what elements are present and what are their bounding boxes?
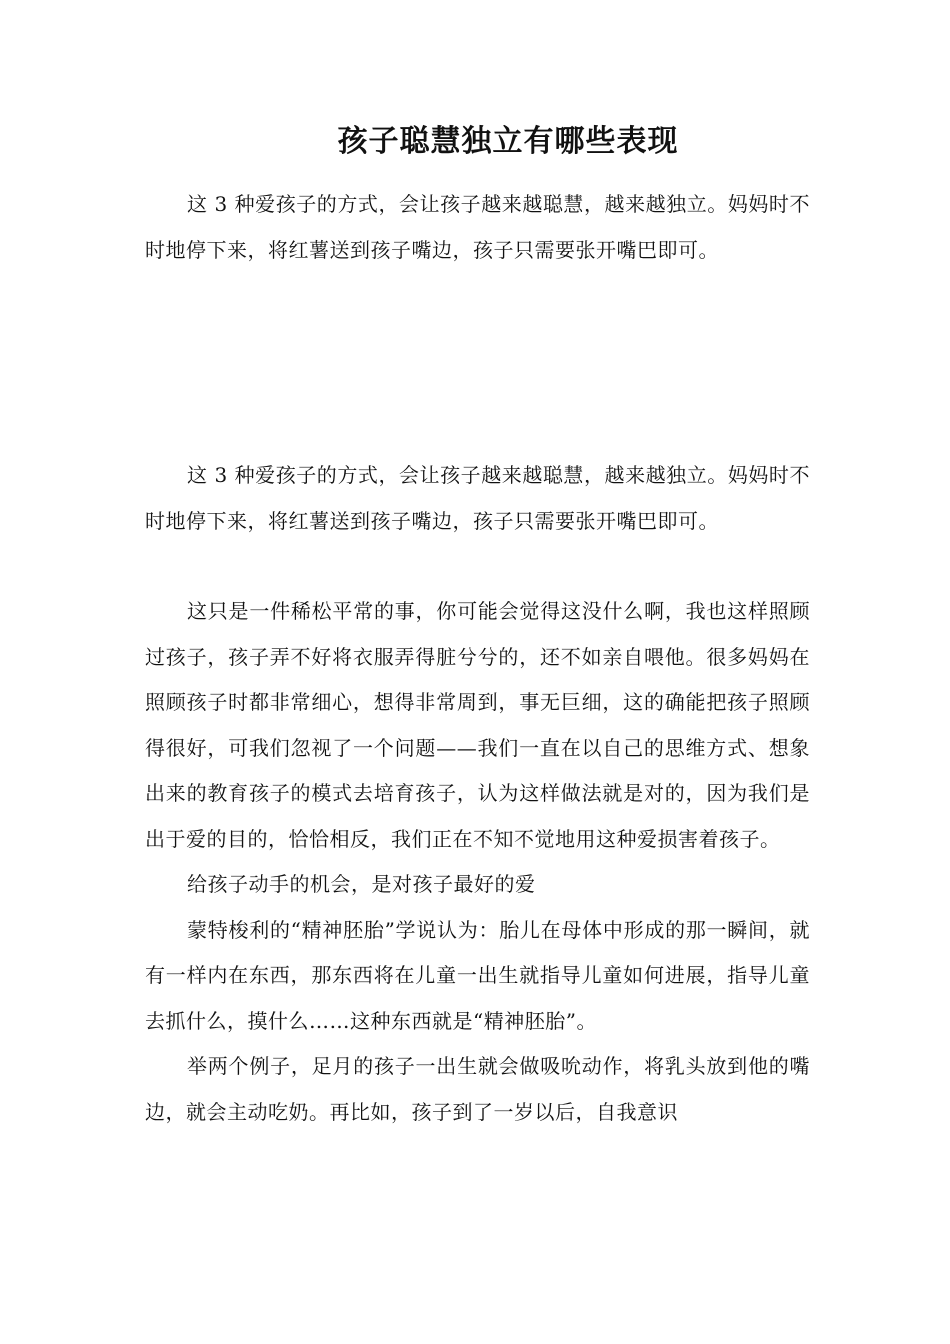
paragraph-2: 这 3 种爱孩子的方式，会让孩子越来越聪慧，越来越独立。妈妈时不时地停下来，将红薯送到孩子嘴边，孩子只需要张开嘴巴即可。	[145, 463, 810, 533]
paragraph-1: 这 3 种爱孩子的方式，会让孩子越来越聪慧，越来越独立。妈妈时不时地停下来，将红薯送到孩子嘴边，孩子只需要张开嘴巴即可。	[145, 192, 810, 262]
document-title: 孩子聪慧独立有哪些表现	[337, 124, 679, 159]
paragraph-3: 这只是一件稀松平常的事，你可能会觉得这没什么啊，我也这样照顾过孩子，孩子弄不好将衣服弄得脏兮兮的，还不如亲自喂他。很多妈妈在照顾孩子时都非常细心，想得非常周到，事无巨细，这的确能把孩子照顾得很好，可我们忽视了一个问题——我们一直在以自己的思维方式、想象出来的教育孩子的模式去培育孩子，认为这样做法就是对的，因为我们是出于爱的目的，恰恰相反，我们正在不知不觉地用这种爱损害着孩子。	[145, 599, 810, 851]
blank-space	[145, 544, 810, 589]
paragraph-4: 蒙特梭利的“精神胚胎”学说认为：胎儿在母体中形成的那一瞬间，就有一样内在东西，那东西将在儿童一出生就指导儿童如何进展，指导儿童去抓什么，摸什么……这种东西就是“精神胚胎”。	[145, 917, 810, 1033]
section-heading: 给孩子动手的机会，是对孩子最好的爱	[187, 872, 536, 896]
blank-space	[145, 273, 810, 453]
document-body	[145, 182, 810, 1135]
paragraph-5: 举两个例子，足月的孩子一出生就会做吸吮动作，将乳头放到他的嘴边，就会主动吃奶。再比如，孩子到了一岁以后，自我意识	[145, 1054, 810, 1124]
